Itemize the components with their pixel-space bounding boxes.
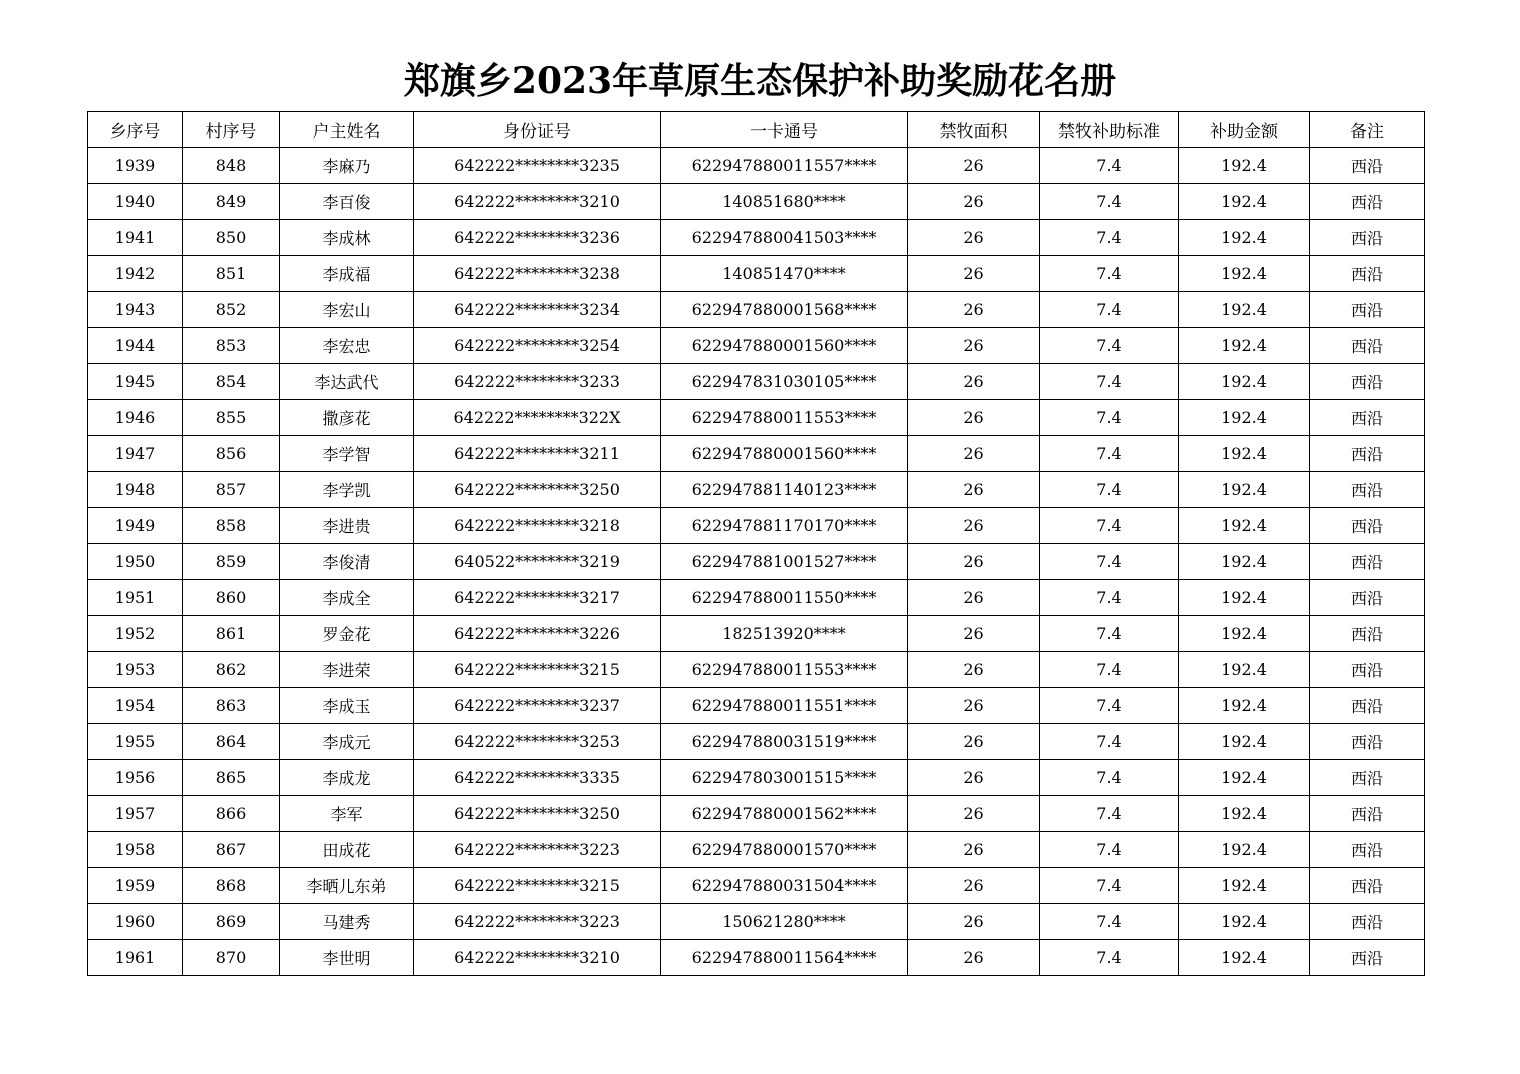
- householder-name-cell: 罗金花: [280, 616, 414, 652]
- grazing-ban-area-cell: 26: [908, 580, 1040, 616]
- remarks-cell: 西沿: [1310, 256, 1425, 292]
- householder-name-cell: 李成玉: [280, 688, 414, 724]
- table-row: [88, 760, 1425, 796]
- householder-name-cell: 李进荣: [280, 652, 414, 688]
- subsidy-roster-table: [87, 111, 1425, 976]
- remarks-cell: 西沿: [1310, 400, 1425, 436]
- subsidy-amount-cell: 192.4: [1179, 328, 1310, 364]
- table-row: [88, 364, 1425, 400]
- grazing-ban-area-cell: 26: [908, 472, 1040, 508]
- table-row: [88, 508, 1425, 544]
- remarks-cell: 西沿: [1310, 544, 1425, 580]
- township-seq-cell: 1946: [88, 400, 183, 436]
- householder-name-cell: 李成元: [280, 724, 414, 760]
- table-row: [88, 472, 1425, 508]
- subsidy-standard-cell: 7.4: [1040, 148, 1179, 184]
- grazing-ban-area-cell: 26: [908, 832, 1040, 868]
- card-number-cell: 622947880011564****: [661, 940, 908, 976]
- card-number-cell: 622947880001570****: [661, 832, 908, 868]
- subsidy-standard-cell: 7.4: [1040, 940, 1179, 976]
- village-seq-cell: 865: [183, 760, 280, 796]
- column-header-card-number: 一卡通号: [661, 112, 908, 148]
- householder-name-cell: 田成花: [280, 832, 414, 868]
- id-number-cell: 642222********3250: [414, 796, 661, 832]
- card-number-cell: 622947880001560****: [661, 436, 908, 472]
- id-number-cell: 642222********3215: [414, 652, 661, 688]
- card-number-cell: 622947880011557****: [661, 148, 908, 184]
- remarks-cell: 西沿: [1310, 688, 1425, 724]
- id-number-cell: 642222********3223: [414, 904, 661, 940]
- village-seq-cell: 862: [183, 652, 280, 688]
- subsidy-amount-cell: 192.4: [1179, 256, 1310, 292]
- card-number-cell: 622947880031519****: [661, 724, 908, 760]
- householder-name-cell: 李麻乃: [280, 148, 414, 184]
- card-number-cell: 140851680****: [661, 184, 908, 220]
- id-number-cell: 642222********3238: [414, 256, 661, 292]
- card-number-cell: 622947880001560****: [661, 328, 908, 364]
- township-seq-cell: 1941: [88, 220, 183, 256]
- subsidy-amount-cell: 192.4: [1179, 508, 1310, 544]
- subsidy-amount-cell: 192.4: [1179, 652, 1310, 688]
- table-row: [88, 688, 1425, 724]
- page-title: 郑旗乡2023年草原生态保护补助奖励花名册: [403, 60, 1117, 102]
- subsidy-amount-cell: 192.4: [1179, 184, 1310, 220]
- village-seq-cell: 856: [183, 436, 280, 472]
- table-body: [88, 148, 1425, 976]
- card-number-cell: 622947881170170****: [661, 508, 908, 544]
- card-number-cell: 140851470****: [661, 256, 908, 292]
- remarks-cell: 西沿: [1310, 724, 1425, 760]
- grazing-ban-area-cell: 26: [908, 724, 1040, 760]
- township-seq-cell: 1957: [88, 796, 183, 832]
- table-row: [88, 148, 1425, 184]
- subsidy-standard-cell: 7.4: [1040, 904, 1179, 940]
- column-header-grazing-ban-area: 禁牧面积: [908, 112, 1040, 148]
- householder-name-cell: 李学智: [280, 436, 414, 472]
- village-seq-cell: 861: [183, 616, 280, 652]
- table-row: [88, 652, 1425, 688]
- table-row: [88, 580, 1425, 616]
- grazing-ban-area-cell: 26: [908, 616, 1040, 652]
- column-header-subsidy-standard: 禁牧补助标准: [1040, 112, 1179, 148]
- card-number-cell: 622947880001568****: [661, 292, 908, 328]
- grazing-ban-area-cell: 26: [908, 940, 1040, 976]
- grazing-ban-area-cell: 26: [908, 508, 1040, 544]
- subsidy-standard-cell: 7.4: [1040, 760, 1179, 796]
- column-header-householder-name: 户主姓名: [280, 112, 414, 148]
- id-number-cell: 640522********3219: [414, 544, 661, 580]
- township-seq-cell: 1947: [88, 436, 183, 472]
- village-seq-cell: 858: [183, 508, 280, 544]
- id-number-cell: 642222********3250: [414, 472, 661, 508]
- card-number-cell: 622947880011553****: [661, 652, 908, 688]
- grazing-ban-area-cell: 26: [908, 652, 1040, 688]
- remarks-cell: 西沿: [1310, 832, 1425, 868]
- id-number-cell: 642222********3211: [414, 436, 661, 472]
- subsidy-standard-cell: 7.4: [1040, 652, 1179, 688]
- id-number-cell: 642222********3234: [414, 292, 661, 328]
- subsidy-standard-cell: 7.4: [1040, 184, 1179, 220]
- village-seq-cell: 869: [183, 904, 280, 940]
- subsidy-amount-cell: 192.4: [1179, 292, 1310, 328]
- card-number-cell: 622947881140123****: [661, 472, 908, 508]
- subsidy-amount-cell: 192.4: [1179, 220, 1310, 256]
- township-seq-cell: 1944: [88, 328, 183, 364]
- village-seq-cell: 855: [183, 400, 280, 436]
- grazing-ban-area-cell: 26: [908, 796, 1040, 832]
- remarks-cell: 西沿: [1310, 184, 1425, 220]
- table-row: [88, 400, 1425, 436]
- id-number-cell: 642222********3218: [414, 508, 661, 544]
- village-seq-cell: 860: [183, 580, 280, 616]
- householder-name-cell: 李达武代: [280, 364, 414, 400]
- id-number-cell: 642222********3335: [414, 760, 661, 796]
- township-seq-cell: 1943: [88, 292, 183, 328]
- id-number-cell: 642222********3235: [414, 148, 661, 184]
- householder-name-cell: 李进贵: [280, 508, 414, 544]
- card-number-cell: 622947803001515****: [661, 760, 908, 796]
- village-seq-cell: 853: [183, 328, 280, 364]
- village-seq-cell: 850: [183, 220, 280, 256]
- subsidy-amount-cell: 192.4: [1179, 436, 1310, 472]
- column-header-township-seq: 乡序号: [88, 112, 183, 148]
- grazing-ban-area-cell: 26: [908, 436, 1040, 472]
- subsidy-amount-cell: 192.4: [1179, 472, 1310, 508]
- village-seq-cell: 848: [183, 148, 280, 184]
- id-number-cell: 642222********3254: [414, 328, 661, 364]
- table-row: [88, 796, 1425, 832]
- remarks-cell: 西沿: [1310, 940, 1425, 976]
- id-number-cell: 642222********3223: [414, 832, 661, 868]
- remarks-cell: 西沿: [1310, 472, 1425, 508]
- township-seq-cell: 1959: [88, 868, 183, 904]
- householder-name-cell: 李成福: [280, 256, 414, 292]
- subsidy-amount-cell: 192.4: [1179, 868, 1310, 904]
- card-number-cell: 622947880011553****: [661, 400, 908, 436]
- card-number-cell: 622947831030105****: [661, 364, 908, 400]
- township-seq-cell: 1948: [88, 472, 183, 508]
- card-number-cell: 622947880011551****: [661, 688, 908, 724]
- householder-name-cell: 李俊清: [280, 544, 414, 580]
- grazing-ban-area-cell: 26: [908, 868, 1040, 904]
- subsidy-amount-cell: 192.4: [1179, 364, 1310, 400]
- subsidy-amount-cell: 192.4: [1179, 796, 1310, 832]
- subsidy-standard-cell: 7.4: [1040, 292, 1179, 328]
- grazing-ban-area-cell: 26: [908, 904, 1040, 940]
- township-seq-cell: 1958: [88, 832, 183, 868]
- grazing-ban-area-cell: 26: [908, 400, 1040, 436]
- table-header-row: [88, 112, 1425, 148]
- township-seq-cell: 1956: [88, 760, 183, 796]
- table-row: [88, 184, 1425, 220]
- card-number-cell: 150621280****: [661, 904, 908, 940]
- township-seq-cell: 1951: [88, 580, 183, 616]
- township-seq-cell: 1939: [88, 148, 183, 184]
- subsidy-standard-cell: 7.4: [1040, 472, 1179, 508]
- remarks-cell: 西沿: [1310, 760, 1425, 796]
- remarks-cell: 西沿: [1310, 652, 1425, 688]
- grazing-ban-area-cell: 26: [908, 184, 1040, 220]
- remarks-cell: 西沿: [1310, 364, 1425, 400]
- subsidy-amount-cell: 192.4: [1179, 400, 1310, 436]
- householder-name-cell: 李成龙: [280, 760, 414, 796]
- subsidy-standard-cell: 7.4: [1040, 508, 1179, 544]
- id-number-cell: 642222********3210: [414, 184, 661, 220]
- grazing-ban-area-cell: 26: [908, 292, 1040, 328]
- id-number-cell: 642222********3210: [414, 940, 661, 976]
- column-header-remarks: 备注: [1310, 112, 1425, 148]
- remarks-cell: 西沿: [1310, 616, 1425, 652]
- householder-name-cell: 李晒儿东弟: [280, 868, 414, 904]
- id-number-cell: 642222********3237: [414, 688, 661, 724]
- township-seq-cell: 1954: [88, 688, 183, 724]
- subsidy-standard-cell: 7.4: [1040, 256, 1179, 292]
- card-number-cell: 182513920****: [661, 616, 908, 652]
- township-seq-cell: 1949: [88, 508, 183, 544]
- subsidy-amount-cell: 192.4: [1179, 832, 1310, 868]
- subsidy-standard-cell: 7.4: [1040, 436, 1179, 472]
- id-number-cell: 642222********322X: [414, 400, 661, 436]
- subsidy-standard-cell: 7.4: [1040, 688, 1179, 724]
- grazing-ban-area-cell: 26: [908, 220, 1040, 256]
- village-seq-cell: 868: [183, 868, 280, 904]
- id-number-cell: 642222********3215: [414, 868, 661, 904]
- column-header-id-number: 身份证号: [414, 112, 661, 148]
- village-seq-cell: 857: [183, 472, 280, 508]
- card-number-cell: 622947880011550****: [661, 580, 908, 616]
- remarks-cell: 西沿: [1310, 580, 1425, 616]
- householder-name-cell: 李百俊: [280, 184, 414, 220]
- subsidy-standard-cell: 7.4: [1040, 400, 1179, 436]
- id-number-cell: 642222********3217: [414, 580, 661, 616]
- id-number-cell: 642222********3226: [414, 616, 661, 652]
- subsidy-standard-cell: 7.4: [1040, 220, 1179, 256]
- subsidy-standard-cell: 7.4: [1040, 580, 1179, 616]
- table-row: [88, 904, 1425, 940]
- subsidy-standard-cell: 7.4: [1040, 832, 1179, 868]
- remarks-cell: 西沿: [1310, 508, 1425, 544]
- subsidy-standard-cell: 7.4: [1040, 868, 1179, 904]
- remarks-cell: 西沿: [1310, 220, 1425, 256]
- remarks-cell: 西沿: [1310, 796, 1425, 832]
- table-row: [88, 940, 1425, 976]
- township-seq-cell: 1950: [88, 544, 183, 580]
- village-seq-cell: 849: [183, 184, 280, 220]
- householder-name-cell: 李成全: [280, 580, 414, 616]
- remarks-cell: 西沿: [1310, 328, 1425, 364]
- subsidy-amount-cell: 192.4: [1179, 940, 1310, 976]
- remarks-cell: 西沿: [1310, 436, 1425, 472]
- householder-name-cell: 马建秀: [280, 904, 414, 940]
- village-seq-cell: 851: [183, 256, 280, 292]
- householder-name-cell: 李世明: [280, 940, 414, 976]
- township-seq-cell: 1961: [88, 940, 183, 976]
- township-seq-cell: 1952: [88, 616, 183, 652]
- householder-name-cell: 李学凯: [280, 472, 414, 508]
- table-row: [88, 832, 1425, 868]
- grazing-ban-area-cell: 26: [908, 364, 1040, 400]
- subsidy-amount-cell: 192.4: [1179, 544, 1310, 580]
- subsidy-amount-cell: 192.4: [1179, 688, 1310, 724]
- village-seq-cell: 866: [183, 796, 280, 832]
- id-number-cell: 642222********3233: [414, 364, 661, 400]
- remarks-cell: 西沿: [1310, 904, 1425, 940]
- grazing-ban-area-cell: 26: [908, 544, 1040, 580]
- subsidy-standard-cell: 7.4: [1040, 544, 1179, 580]
- grazing-ban-area-cell: 26: [908, 760, 1040, 796]
- householder-name-cell: 李宏忠: [280, 328, 414, 364]
- village-seq-cell: 859: [183, 544, 280, 580]
- table-row: [88, 256, 1425, 292]
- table-row: [88, 436, 1425, 472]
- village-seq-cell: 864: [183, 724, 280, 760]
- village-seq-cell: 852: [183, 292, 280, 328]
- grazing-ban-area-cell: 26: [908, 328, 1040, 364]
- card-number-cell: 622947880031504****: [661, 868, 908, 904]
- table-row: [88, 868, 1425, 904]
- householder-name-cell: 李成林: [280, 220, 414, 256]
- id-number-cell: 642222********3253: [414, 724, 661, 760]
- subsidy-amount-cell: 192.4: [1179, 616, 1310, 652]
- subsidy-amount-cell: 192.4: [1179, 904, 1310, 940]
- householder-name-cell: 李宏山: [280, 292, 414, 328]
- remarks-cell: 西沿: [1310, 292, 1425, 328]
- subsidy-amount-cell: 192.4: [1179, 724, 1310, 760]
- householder-name-cell: 李军: [280, 796, 414, 832]
- table-row: [88, 544, 1425, 580]
- township-seq-cell: 1945: [88, 364, 183, 400]
- subsidy-amount-cell: 192.4: [1179, 760, 1310, 796]
- township-seq-cell: 1942: [88, 256, 183, 292]
- grazing-ban-area-cell: 26: [908, 256, 1040, 292]
- remarks-cell: 西沿: [1310, 868, 1425, 904]
- subsidy-standard-cell: 7.4: [1040, 796, 1179, 832]
- table-row: [88, 292, 1425, 328]
- remarks-cell: 西沿: [1310, 148, 1425, 184]
- card-number-cell: 622947880041503****: [661, 220, 908, 256]
- column-header-village-seq: 村序号: [183, 112, 280, 148]
- township-seq-cell: 1955: [88, 724, 183, 760]
- column-header-subsidy-amount: 补助金额: [1179, 112, 1310, 148]
- village-seq-cell: 867: [183, 832, 280, 868]
- table-row: [88, 724, 1425, 760]
- subsidy-standard-cell: 7.4: [1040, 364, 1179, 400]
- grazing-ban-area-cell: 26: [908, 688, 1040, 724]
- id-number-cell: 642222********3236: [414, 220, 661, 256]
- table-row: [88, 220, 1425, 256]
- subsidy-standard-cell: 7.4: [1040, 616, 1179, 652]
- subsidy-standard-cell: 7.4: [1040, 724, 1179, 760]
- subsidy-amount-cell: 192.4: [1179, 580, 1310, 616]
- village-seq-cell: 863: [183, 688, 280, 724]
- subsidy-amount-cell: 192.4: [1179, 148, 1310, 184]
- card-number-cell: 622947880001562****: [661, 796, 908, 832]
- township-seq-cell: 1940: [88, 184, 183, 220]
- township-seq-cell: 1960: [88, 904, 183, 940]
- township-seq-cell: 1953: [88, 652, 183, 688]
- village-seq-cell: 870: [183, 940, 280, 976]
- grazing-ban-area-cell: 26: [908, 148, 1040, 184]
- householder-name-cell: 撒彦花: [280, 400, 414, 436]
- subsidy-standard-cell: 7.4: [1040, 328, 1179, 364]
- table-row: [88, 328, 1425, 364]
- card-number-cell: 622947881001527****: [661, 544, 908, 580]
- table-row: [88, 616, 1425, 652]
- village-seq-cell: 854: [183, 364, 280, 400]
